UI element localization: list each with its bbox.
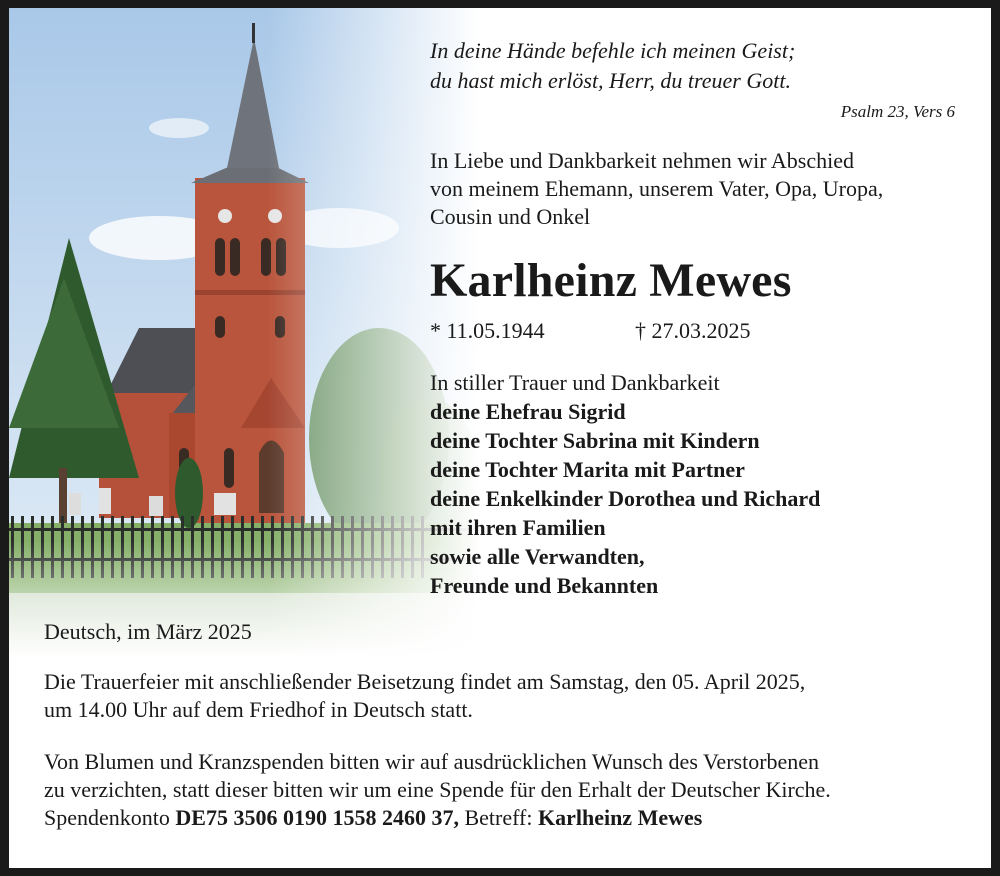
- church-photo: [9, 8, 479, 658]
- mourner-line: Freunde und Bekannten: [430, 573, 659, 598]
- mourner-line: sowie alle Verwandten,: [430, 544, 645, 569]
- death-date: † 27.03.2025: [635, 318, 751, 343]
- iban: DE75 3506 0190 1558 2460 37,: [175, 805, 459, 830]
- motto-source: Psalm 23, Vers 6: [840, 102, 955, 121]
- motto-line-1: In deine Hände befehle ich meinen Geist;: [430, 38, 796, 63]
- intro-text: [430, 147, 883, 231]
- obituary-card: [9, 8, 991, 868]
- intro-line-2: von meinem Ehemann, unserem Vater, Opa, Uropa,: [430, 176, 884, 201]
- funeral-line-1: Die Trauerfeier mit anschließender Beisetzung findet am Samstag, den 05. April 2025,: [44, 669, 806, 694]
- motto-line-2: du hast mich erlöst, Herr, du treuer Gott.: [430, 68, 791, 93]
- intro-line-3: Cousin und Onkel: [430, 204, 591, 229]
- donation-line-1: Von Blumen und Kranzspenden bitten wir auf ausdrücklichen Wunsch des Verstorbenen: [44, 749, 820, 774]
- donation-info: [44, 748, 831, 832]
- mourner-line: deine Tochter Marita mit Partner: [430, 457, 745, 482]
- life-dates: [430, 318, 751, 344]
- mourner-line: deine Enkelkinder Dorothea und Richard: [430, 486, 821, 511]
- mourners-intro: In stiller Trauer und Dankbarkeit: [430, 370, 720, 395]
- donation-account-line: [44, 804, 831, 832]
- funeral-info: [44, 668, 805, 724]
- intro-line-1: In Liebe und Dankbarkeit nehmen wir Abschied: [430, 148, 854, 173]
- reference-value: Karlheinz Mewes: [537, 805, 703, 830]
- reference-label: Betreff:: [464, 805, 533, 830]
- birth-date: * 11.05.1944: [430, 318, 545, 343]
- account-label: Spendenkonto: [44, 805, 170, 830]
- place-date: Deutsch, im März 2025: [44, 619, 252, 644]
- donation-line-2: zu verzichten, statt dieser bitten wir um eine Spende für den Erhalt der Deutscher Kirche.: [44, 777, 831, 802]
- mourner-line: deine Ehefrau Sigrid: [430, 399, 626, 424]
- deceased-name: Karlheinz Mewes: [430, 254, 792, 307]
- mourner-line: deine Tochter Sabrina mit Kindern: [430, 428, 760, 453]
- mourners-list: [430, 368, 820, 600]
- funeral-line-2: um 14.00 Uhr auf dem Friedhof in Deutsch statt.: [44, 697, 473, 722]
- mourner-line: mit ihren Familien: [430, 515, 606, 540]
